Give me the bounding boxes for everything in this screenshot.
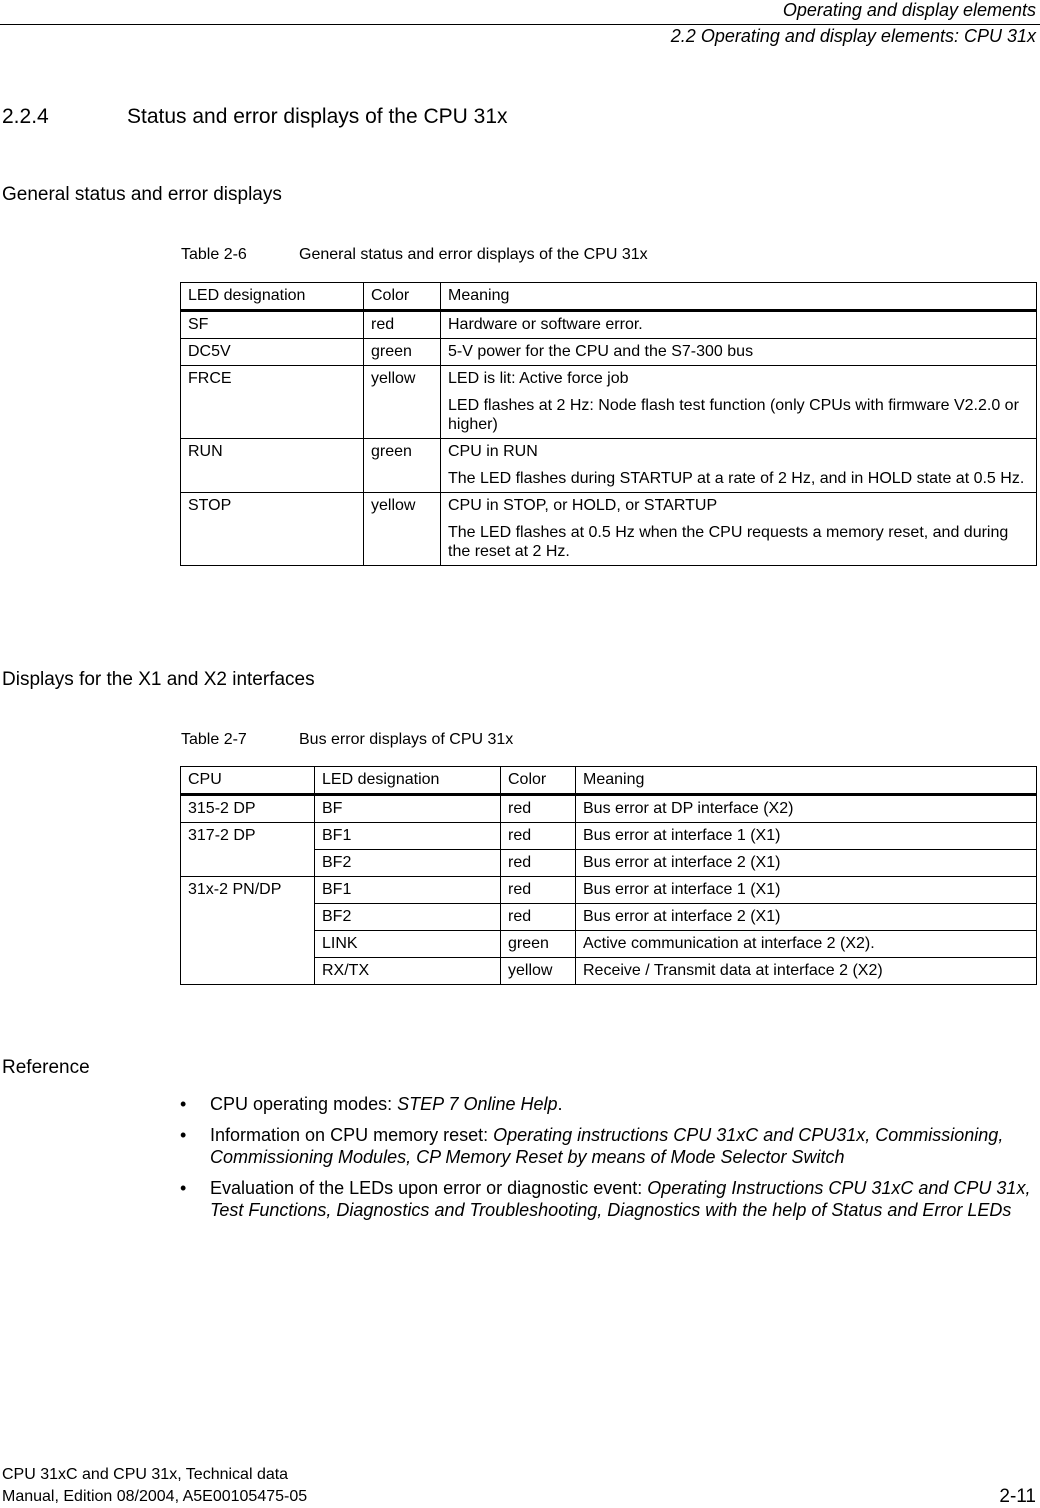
led-designation-cell: STOP <box>181 493 364 566</box>
general-heading: General status and error displays <box>2 184 282 205</box>
reference-item <box>180 1177 1040 1221</box>
color-cell: red <box>501 850 576 877</box>
meaning-line: 5-V power for the CPU and the S7-300 bus <box>448 343 754 360</box>
bullet-icon: • <box>180 1094 187 1114</box>
cpu-cell: 31x-2 PN/DP <box>181 877 315 985</box>
section-title: Status and error displays of the CPU 31x <box>127 105 508 128</box>
table-2-6-caption <box>181 246 648 264</box>
table-row <box>181 493 1037 566</box>
column-header: CPU <box>181 767 315 795</box>
cpu-cell: 317-2 DP <box>181 823 315 877</box>
table-2-7-caption <box>181 731 513 749</box>
color-cell: yellow <box>364 366 441 439</box>
meaning-cell: Bus error at DP interface (X2) <box>576 795 1037 823</box>
column-header: Meaning <box>441 283 1037 311</box>
led-designation-cell: DC5V <box>181 339 364 366</box>
color-cell: green <box>364 339 441 366</box>
meaning-cell <box>441 439 1037 493</box>
running-header-chapter: Operating and display elements <box>782 0 1036 20</box>
interfaces-heading: Displays for the X1 and X2 interfaces <box>2 669 315 690</box>
reference-document: Operating instructions CPU 31xC and CPU31x, Commissioning, Commissioning Modules, CP Memory Reset by means of Mode Selector Switch <box>210 1125 1004 1167</box>
meaning-line: The LED flashes during STARTUP at a rate of 2 Hz, and in HOLD state at 0.5 Hz. <box>448 470 1025 487</box>
column-header: Color <box>501 767 576 795</box>
led-designation-cell: RUN <box>181 439 364 493</box>
table-row <box>181 795 1037 823</box>
caption-number: Table 2-6 <box>181 246 247 263</box>
led-designation-cell: FRCE <box>181 366 364 439</box>
caption-number: Table 2-7 <box>181 731 247 748</box>
meaning-cell <box>441 493 1037 566</box>
footer-edition: Manual, Edition 08/2004, A5E00105475-05 <box>2 1488 308 1505</box>
led-designation-cell: BF <box>315 795 501 823</box>
table-row <box>181 339 1037 366</box>
table-header-row <box>181 283 1037 311</box>
meaning-cell: Bus error at interface 2 (X1) <box>576 904 1037 931</box>
reference-suffix: . <box>557 1094 563 1114</box>
meaning-cell <box>441 366 1037 439</box>
color-cell: red <box>364 311 441 339</box>
bus-error-table <box>180 766 1037 985</box>
color-cell: red <box>501 795 576 823</box>
reference-prefix: Information on CPU memory reset: <box>210 1125 494 1145</box>
meaning-line: CPU in STOP, or HOLD, or STARTUP <box>448 497 718 514</box>
meaning-cell: Active communication at interface 2 (X2). <box>576 931 1037 958</box>
column-header: Meaning <box>576 767 1037 795</box>
meaning-line: The LED flashes at 0.5 Hz when the CPU requests a memory reset, and during the reset at 2 Hz. <box>448 524 1009 560</box>
led-designation-cell: RX/TX <box>315 958 501 985</box>
meaning-cell: Bus error at interface 1 (X1) <box>576 823 1037 850</box>
led-designation-cell: SF <box>181 311 364 339</box>
table-header-row <box>181 767 1037 795</box>
header-rule <box>0 24 1040 25</box>
color-cell: green <box>364 439 441 493</box>
led-designation-cell: BF1 <box>315 877 501 904</box>
reference-prefix: Evaluation of the LEDs upon error or diagnostic event: <box>210 1178 648 1198</box>
color-cell: yellow <box>364 493 441 566</box>
column-header: Color <box>364 283 441 311</box>
column-header: LED designation <box>315 767 501 795</box>
meaning-cell: Receive / Transmit data at interface 2 (X2) <box>576 958 1037 985</box>
meaning-line: LED flashes at 2 Hz: Node flash test function (only CPUs with firmware V2.2.0 or higher) <box>448 397 1019 433</box>
led-designation-cell: LINK <box>315 931 501 958</box>
color-cell: yellow <box>501 958 576 985</box>
meaning-cell <box>441 339 1037 366</box>
general-status-table <box>180 282 1037 566</box>
page-number: 2-11 <box>999 1486 1036 1507</box>
color-cell: green <box>501 931 576 958</box>
running-header-section: 2.2 Operating and display elements: CPU 31x <box>670 26 1036 46</box>
reference-prefix: CPU operating modes: <box>210 1094 398 1114</box>
table-row <box>181 439 1037 493</box>
footer-title: CPU 31xC and CPU 31x, Technical data <box>2 1466 289 1483</box>
meaning-cell <box>441 311 1037 339</box>
color-cell: red <box>501 904 576 931</box>
section-number: 2.2.4 <box>2 105 49 128</box>
reference-document: STEP 7 Online Help <box>397 1094 558 1114</box>
table-row <box>181 877 1037 904</box>
meaning-cell: Bus error at interface 2 (X1) <box>576 850 1037 877</box>
column-header: LED designation <box>181 283 364 311</box>
reference-item <box>180 1093 1040 1115</box>
table-row <box>181 366 1037 439</box>
reference-item <box>180 1124 1040 1168</box>
meaning-line: CPU in RUN <box>448 443 538 460</box>
cpu-cell: 315-2 DP <box>181 795 315 823</box>
bullet-icon: • <box>180 1178 187 1198</box>
caption-text: General status and error displays of the CPU 31x <box>299 246 648 263</box>
color-cell: red <box>501 877 576 904</box>
table-row <box>181 311 1037 339</box>
reference-list <box>180 1093 1040 1230</box>
meaning-cell: Bus error at interface 1 (X1) <box>576 877 1037 904</box>
led-designation-cell: BF1 <box>315 823 501 850</box>
meaning-line: LED is lit: Active force job <box>448 370 629 387</box>
led-designation-cell: BF2 <box>315 850 501 877</box>
table-row <box>181 823 1037 850</box>
caption-text: Bus error displays of CPU 31x <box>299 731 514 748</box>
reference-document: Operating Instructions CPU 31xC and CPU 31x, Test Functions, Diagnostics and Troubleshooting, Diagnostics with the help of Status and Error LEDs <box>210 1178 1031 1220</box>
color-cell: red <box>501 823 576 850</box>
meaning-line: Hardware or software error. <box>448 316 643 333</box>
bullet-icon: • <box>180 1125 187 1145</box>
reference-heading: Reference <box>2 1057 90 1078</box>
led-designation-cell: BF2 <box>315 904 501 931</box>
